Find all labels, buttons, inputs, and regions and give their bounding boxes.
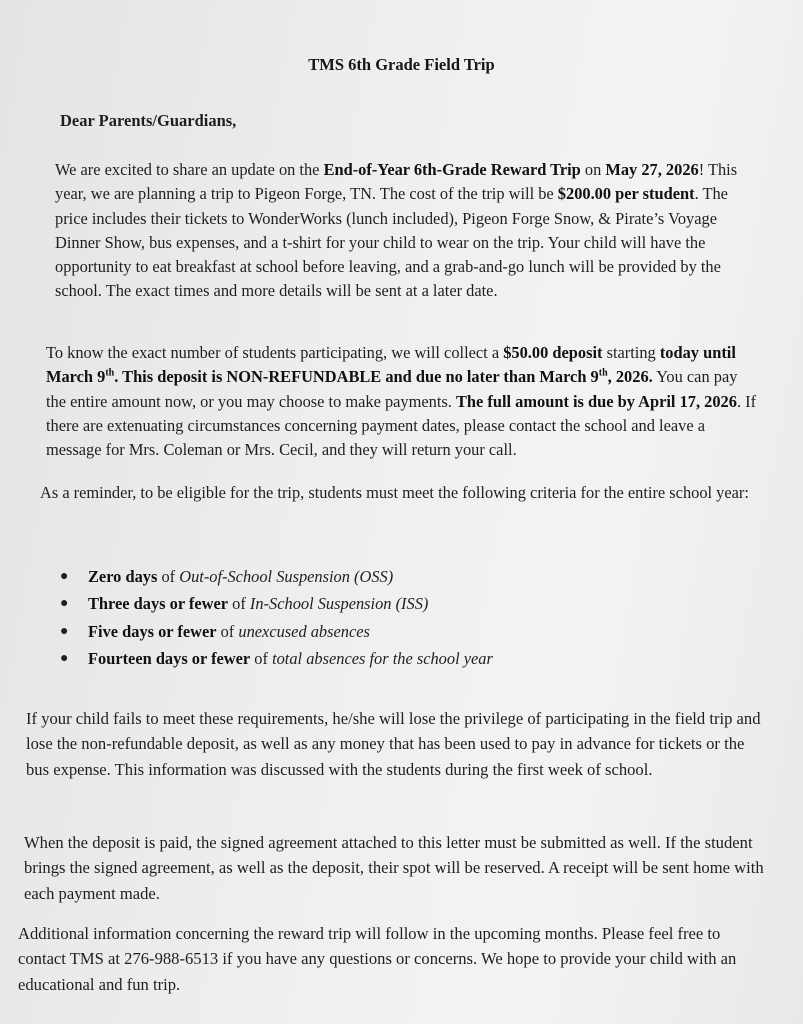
bullet-icon: ● — [60, 623, 69, 639]
paragraph-requirements-failure: If your child fails to meet these requirements, he/she will lose the privilege of participating in the field trip and lose the non-refundable deposit, as well as any money that has been used to pay in advance for tickets or the bus expense. This information was discussed with the students during the first week of school. — [26, 709, 761, 779]
list-item: ● Zero days of Out-of-School Suspension (OSS) — [60, 563, 493, 590]
letter-title: TMS 6th Grade Field Trip — [308, 55, 495, 74]
list-item: ● Three days or fewer of In-School Suspension (ISS) — [60, 590, 493, 617]
criteria-list — [60, 563, 493, 672]
list-item: ● Five days or fewer of unexcused absences — [60, 618, 493, 645]
trip-name: End-of-Year 6th-Grade Reward Trip — [323, 160, 581, 179]
bullet-icon: ● — [60, 569, 69, 584]
trip-cost: $200.00 per student — [557, 184, 695, 204]
paragraph-trip-details: We are excited to share an update on the End-of-Year 6th-Grade Reward Trip on May 27, 2026! This year, we are planning a trip to Pigeon Forge, TN. The cost of the trip will be $200.00 per student. The price includes their tickets to WonderWorks (lunch included), Pigeon Forge Snow, & Pirate’s Voyage Dinner Show, bus expenses, and a t-shirt for your child to wear on the trip. Your child will have the opportunity to eat breakfast at school before leaving, and a grab-and-go lunch will be provided by the school. The exact times and more details will be sent at a later date. — [55, 160, 738, 301]
greeting: Dear Parents/Guardians, — [60, 111, 237, 130]
paragraph-signed-agreement: When the deposit is paid, the signed agreement attached to this letter must be submitted as well. If the student brings the signed agreement, as well as the deposit, their spot will be reserved. A receipt will be sent home with each payment made. — [24, 833, 764, 903]
deposit-amount: $50.00 deposit — [503, 343, 603, 362]
list-item: ● Fourteen days or fewer of total absences for the school year — [60, 645, 493, 672]
trip-date: May 27, 2026 — [605, 160, 699, 179]
paragraph-eligibility: As a reminder, to be eligible for the trip, students must meet the following criteria for the entire school year: — [40, 483, 749, 502]
bullet-icon: ● — [60, 650, 69, 666]
paragraph-contact: Additional information concerning the reward trip will follow in the upcoming months. Please feel free to contact TMS at 276-988-6513 if you have any questions or concerns. We hope to provide your child with an educational and fun trip. — [18, 924, 737, 994]
bullet-icon: ● — [60, 596, 69, 612]
full-amount-due: The full amount is due by April 17, 2026 — [455, 391, 737, 411]
paragraph-deposit: To know the exact number of students participating, we will collect a $50.00 deposit starting today until March 9th. This deposit is NON-REFUNDABLE and due no later than March 9th, 2026. You can pay the entire amount now, or you may choose to make payments. The full amount is due by April 17, 2026. If there are extenuating circumstances concerning payment dates, please contact the school and leave a message for Mrs. Coleman or Mrs. Cecil, and they will return your call. — [46, 343, 757, 460]
deposit-deadline: . This deposit is NON-REFUNDABLE and due no later than March 9 — [114, 367, 599, 387]
